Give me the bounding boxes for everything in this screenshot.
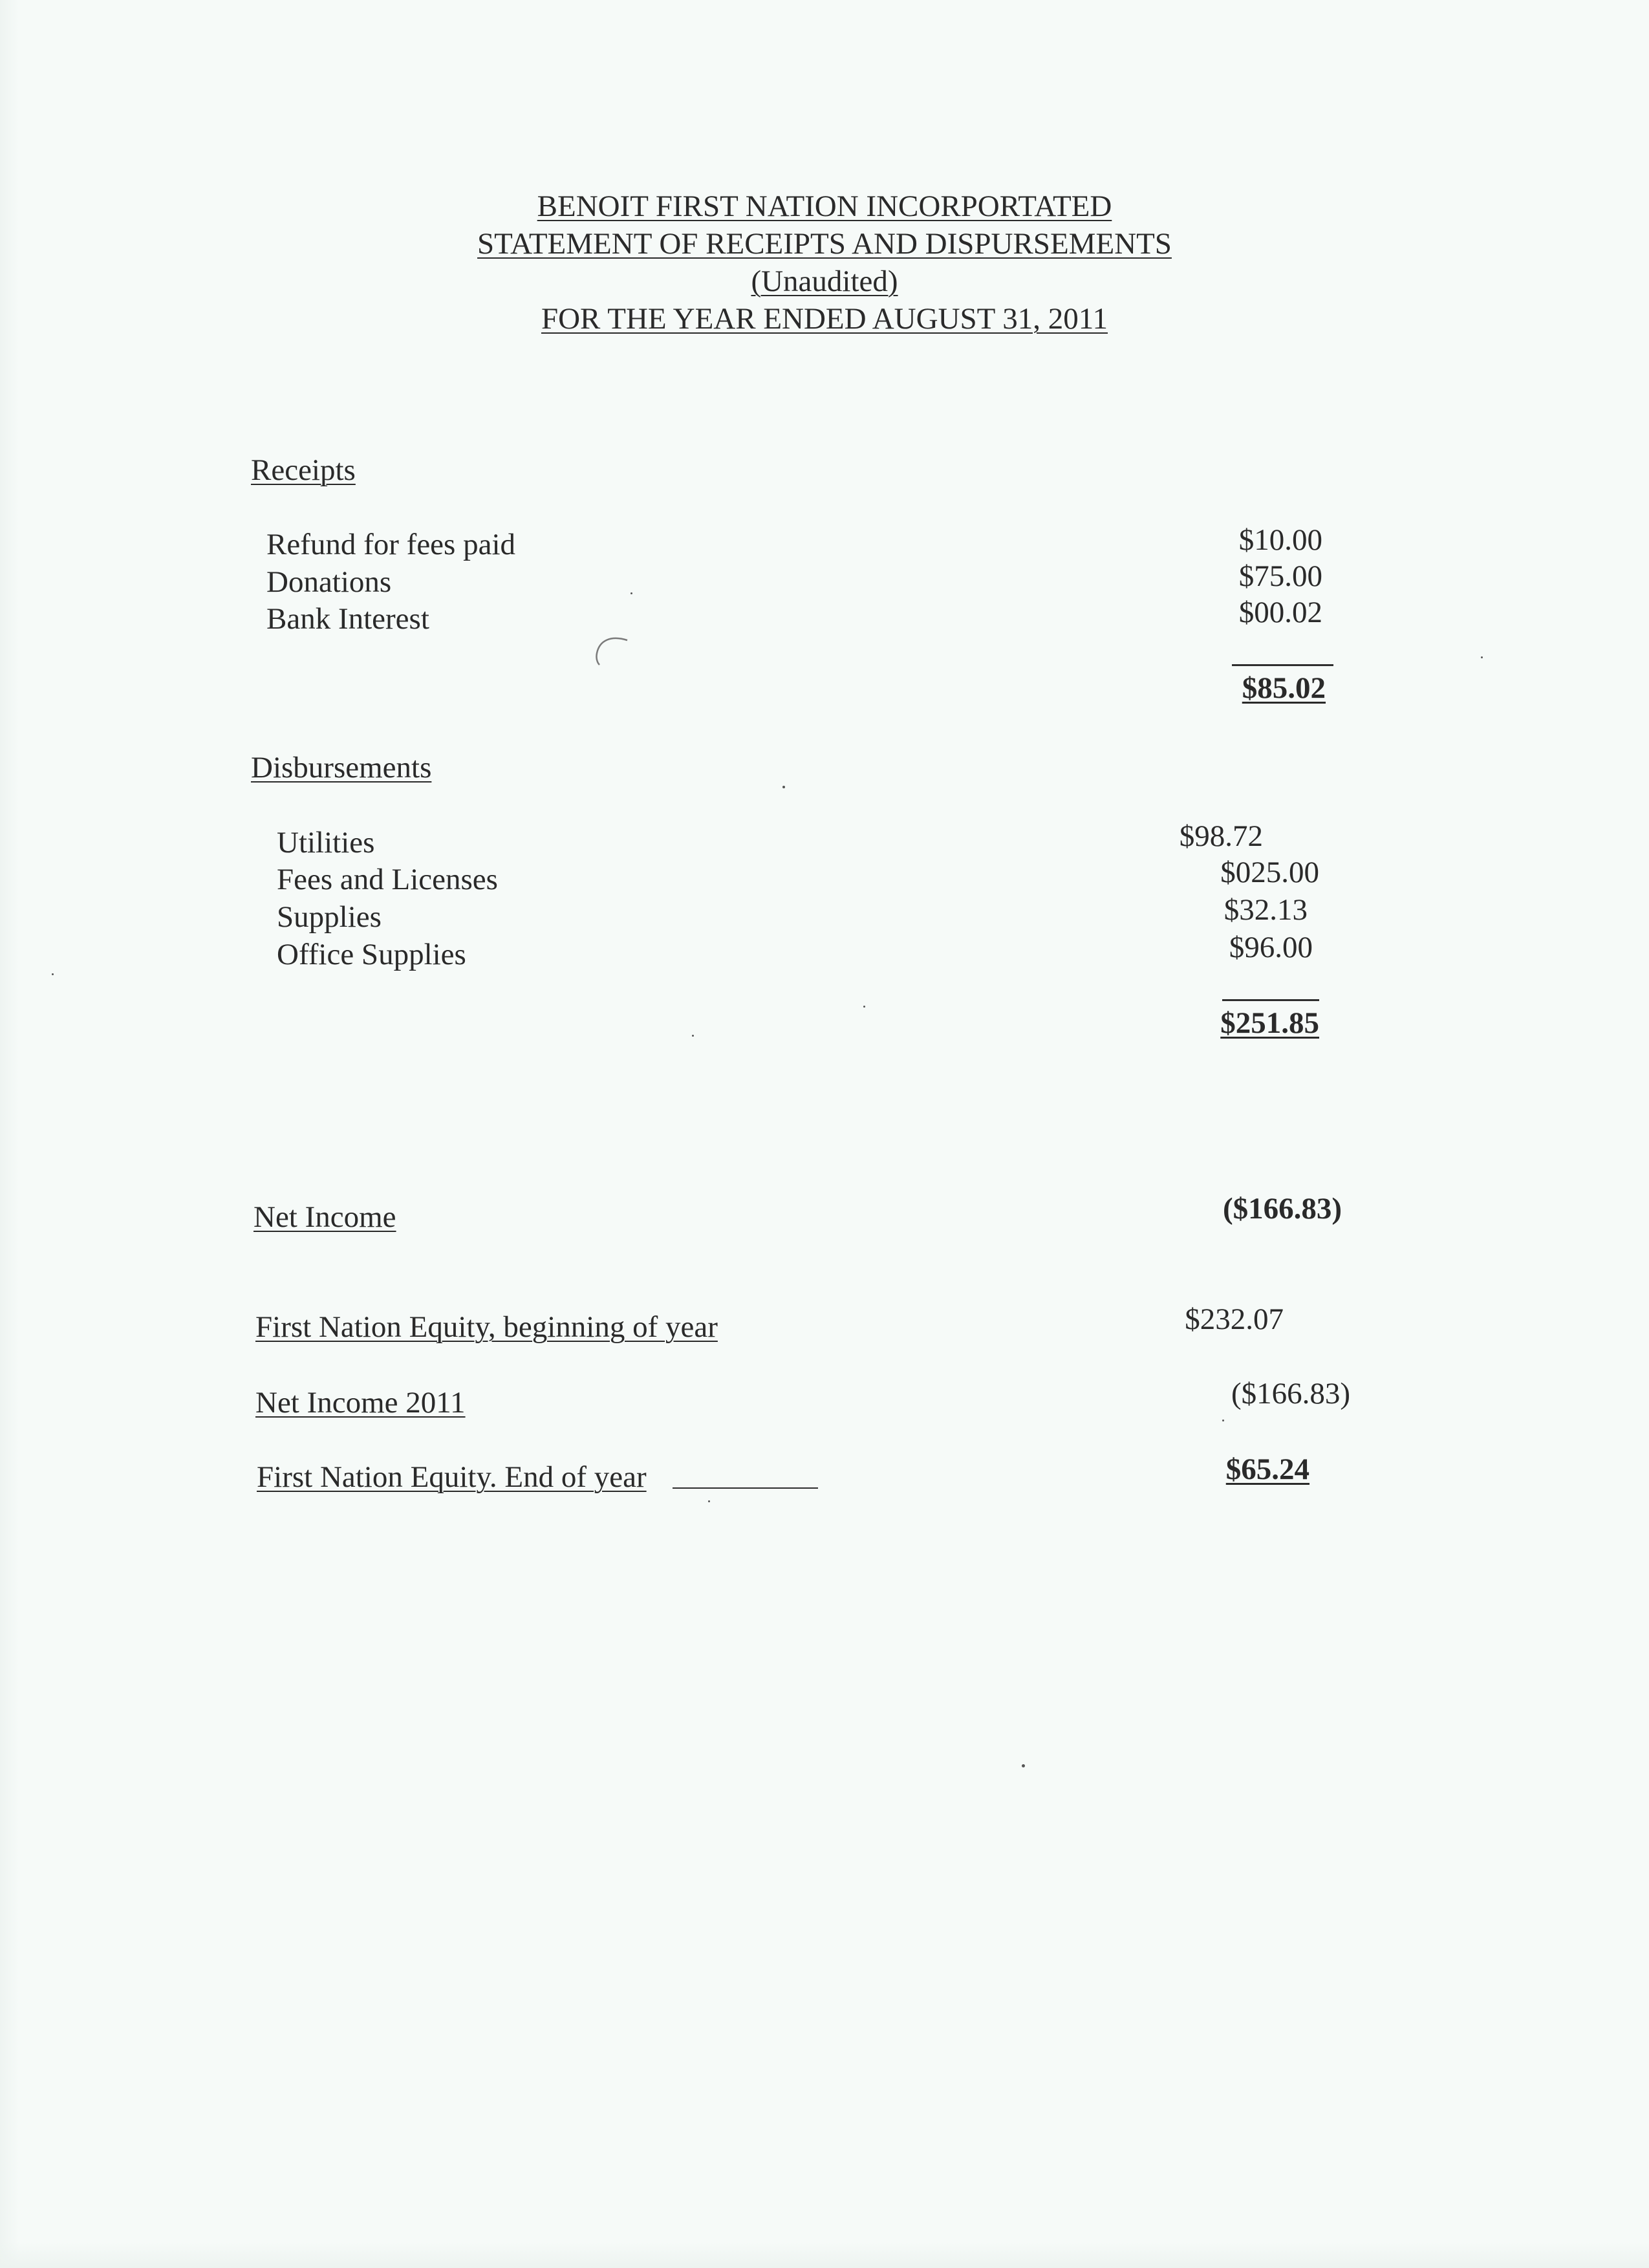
receipt-amount: $75.00 [1238, 559, 1322, 593]
scan-speck [692, 1035, 694, 1037]
audit-status: (Unaudited) [751, 265, 898, 298]
scan-speck [630, 592, 632, 594]
scan-speck [1481, 656, 1483, 658]
receipt-label: Donations [266, 565, 392, 599]
scan-speck [52, 973, 54, 975]
receipt-label: Bank Interest [266, 602, 429, 636]
disbursement-amount: $96.00 [1229, 931, 1313, 964]
scan-speck [708, 1500, 710, 1502]
receipts-total-rule [1232, 664, 1333, 666]
disbursements-total-rule [1222, 999, 1319, 1001]
net-income-amount: ($166.83) [1222, 1192, 1342, 1226]
pen-mark-icon [592, 634, 630, 666]
disbursements-total: $251.85 [1220, 1006, 1319, 1040]
receipt-amount: $10.00 [1238, 523, 1322, 557]
organization-name: BENOIT FIRST NATION INCORPORTATED [537, 189, 1112, 223]
disbursements-heading: Disbursements [251, 751, 432, 784]
net-income-label: Net Income [253, 1200, 396, 1234]
equity-beginning-amount: $232.07 [1185, 1302, 1284, 1336]
disbursement-amount: $32.13 [1223, 893, 1308, 927]
disbursement-label: Supplies [277, 900, 382, 934]
statement-period: FOR THE YEAR ENDED AUGUST 31, 2011 [541, 302, 1108, 336]
receipt-amount: $00.02 [1238, 596, 1322, 629]
net-income-year-label: Net Income 2011 [255, 1386, 466, 1420]
equity-end-label-extension [673, 1487, 818, 1489]
receipt-label: Refund for fees paid [266, 528, 515, 561]
disbursement-amount: $98.72 [1179, 819, 1263, 853]
disbursement-label: Utilities [277, 826, 375, 859]
equity-end-amount: $65.24 [1225, 1453, 1310, 1486]
statement-title: STATEMENT OF RECEIPTS AND DISPURSEMENTS [477, 227, 1172, 261]
disbursement-label: Office Supplies [277, 938, 466, 971]
scan-edge-shadow-bottom [0, 2242, 1649, 2268]
receipts-total: $85.02 [1242, 671, 1326, 705]
equity-end-label: First Nation Equity. End of year [257, 1460, 647, 1494]
statement-header [0, 188, 1649, 338]
scan-speck [863, 1006, 865, 1008]
receipts-heading: Receipts [251, 453, 356, 487]
scan-speck [782, 786, 785, 788]
scan-edge-shadow [0, 0, 19, 2268]
disbursement-label: Fees and Licenses [277, 863, 498, 896]
net-income-year-amount: ($166.83) [1231, 1377, 1350, 1410]
equity-beginning-label: First Nation Equity, beginning of year [255, 1310, 718, 1344]
scan-speck [1222, 1420, 1224, 1421]
scan-speck [1022, 1764, 1025, 1767]
disbursement-amount: $025.00 [1220, 856, 1319, 889]
